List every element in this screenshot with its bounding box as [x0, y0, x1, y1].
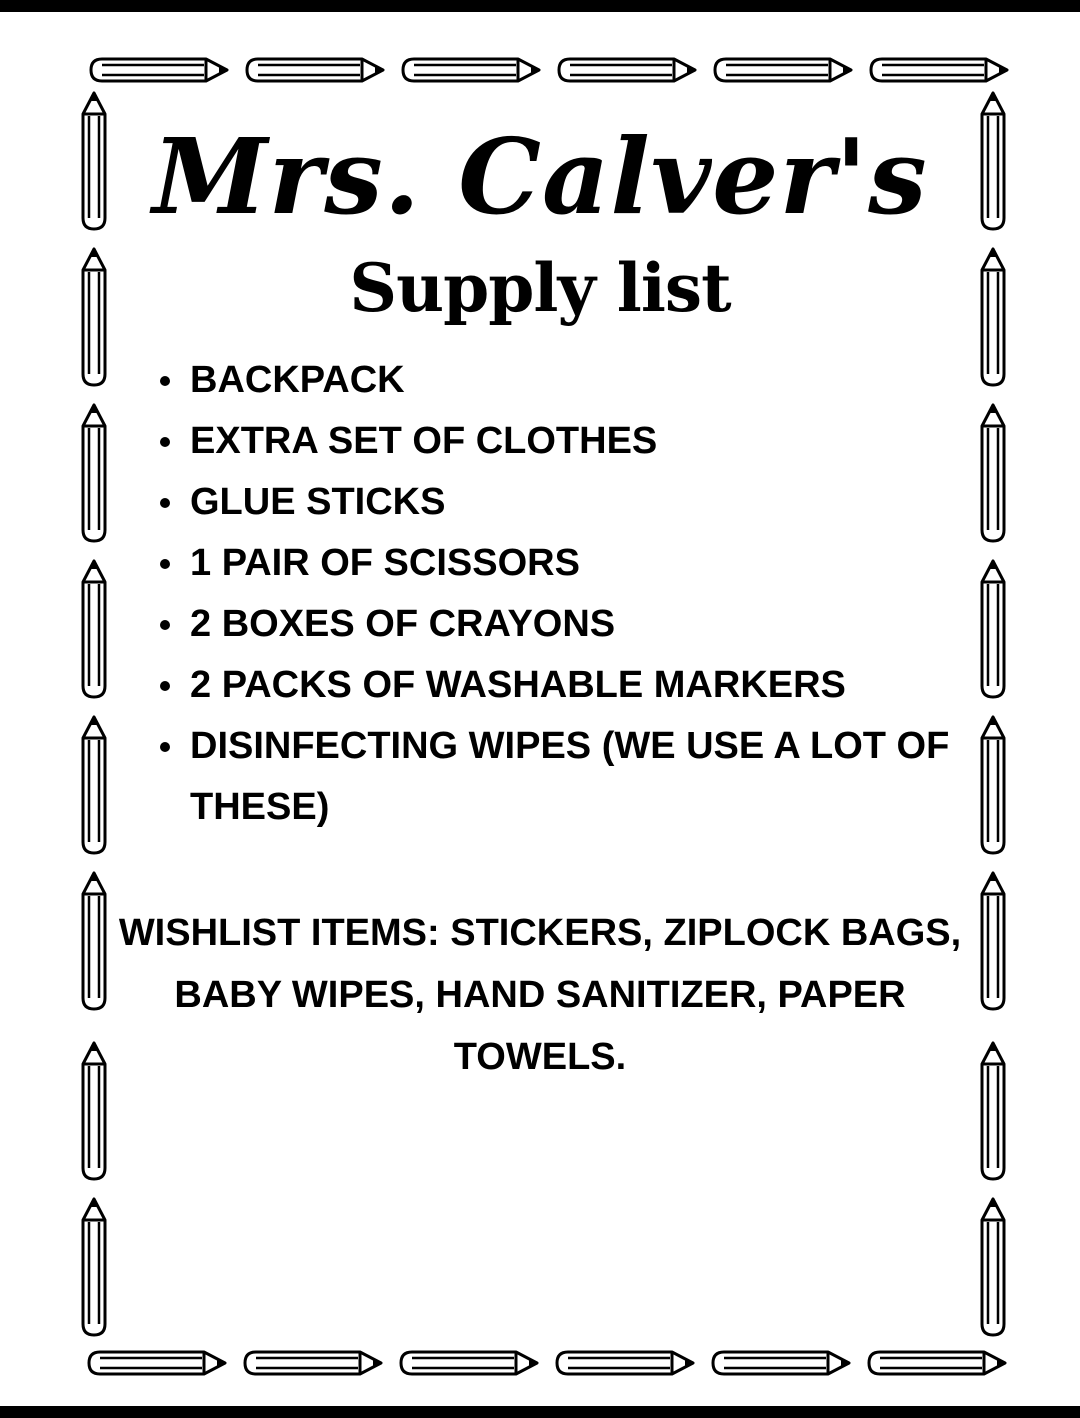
wishlist-line: BABY WIPES, HAND SANITIZER, PAPER TOWELS. — [174, 974, 906, 1078]
list-item — [190, 716, 970, 838]
pencil-icon — [244, 56, 386, 84]
pencil-icon — [979, 870, 1007, 1012]
pencil-icon — [554, 1349, 696, 1377]
pencil-icon — [88, 56, 230, 84]
top-bar — [0, 0, 1080, 12]
pencil-icon — [80, 714, 108, 856]
bullet-icon — [160, 559, 170, 569]
pencil-icon — [80, 558, 108, 700]
bullet-icon — [160, 498, 170, 508]
list-item-text: 2 BOXES OF CRAYONS — [190, 603, 616, 645]
list-item — [190, 533, 970, 594]
bullet-icon — [160, 437, 170, 447]
list-item-text: 1 PAIR OF SCISSORS — [190, 542, 580, 584]
list-item — [190, 472, 970, 533]
pencil-icon — [80, 870, 108, 1012]
bottom-bar — [0, 1406, 1080, 1418]
page-title: Mrs. Calver's — [152, 115, 928, 238]
list-item — [190, 655, 970, 716]
page-subtitle: Supply list — [349, 249, 731, 327]
pencil-icon — [712, 56, 854, 84]
list-item-text: EXTRA SET OF CLOTHES — [190, 420, 658, 462]
list-item-text: BACKPACK — [190, 359, 405, 401]
bullet-icon — [160, 620, 170, 630]
pencil-icon — [398, 1349, 540, 1377]
list-item — [190, 350, 970, 411]
list-item-text: DISINFECTING WIPES (WE USE A LOT OF THESE) — [190, 725, 950, 828]
list-item — [190, 594, 970, 655]
pencil-icon — [979, 1196, 1007, 1338]
list-item-text: 2 PACKS OF WASHABLE MARKERS — [190, 664, 846, 706]
list-item-text: GLUE STICKS — [190, 481, 446, 523]
pencil-icon — [979, 1040, 1007, 1182]
pencil-icon — [979, 714, 1007, 856]
supply-list — [150, 350, 970, 838]
pencil-icon — [80, 1040, 108, 1182]
pencil-icon — [866, 1349, 1008, 1377]
bullet-icon — [160, 376, 170, 386]
bullet-icon — [160, 742, 170, 752]
pencil-icon — [556, 56, 698, 84]
wishlist-line: WISHLIST ITEMS: STICKERS, ZIPLOCK BAGS, — [118, 912, 962, 954]
pencil-icon — [80, 402, 108, 544]
bullet-icon — [160, 681, 170, 691]
pencil-icon — [979, 558, 1007, 700]
pencil-icon — [400, 56, 542, 84]
pencil-icon — [242, 1349, 384, 1377]
wishlist-note — [110, 902, 970, 1088]
pencil-icon — [86, 1349, 228, 1377]
pencil-icon — [979, 402, 1007, 544]
pencil-icon — [868, 56, 1010, 84]
pencil-icon — [80, 1196, 108, 1338]
list-item — [190, 411, 970, 472]
pencil-icon — [710, 1349, 852, 1377]
